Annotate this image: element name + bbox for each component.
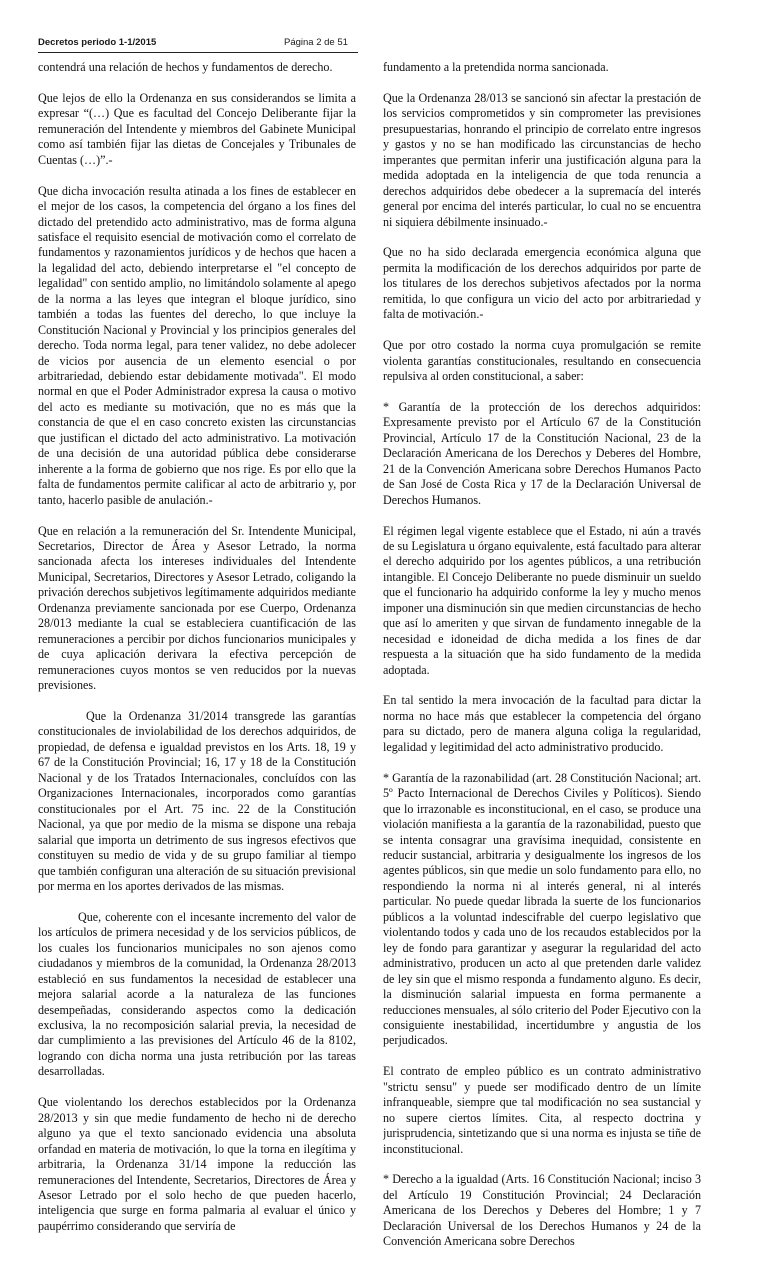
paragraph: * Derecho a la igualdad (Arts. 16 Constitución Nacional; inciso 3 del Artículo 19 Constitución Provincial; 24 Declaración Americana de los Derechos y Deberes del Hombre; 1 y 7 Declaración Universal de los Derechos Humanos y 24 de la Convención Americana sobre Derechos [383,1172,701,1249]
header-divider [38,52,358,53]
paragraph: * Garantía de la razonabilidad (art. 28 Constitución Nacional; art. 5º Pacto Internacional de Derechos Civiles y Políticos). Siendo que lo irrazonable es inconstitucional, en el caso, se produce una violación manifiesta a la garantía de la razonabilidad, puesto que se intenta consagrar una gravísima inequidad, consistente en reducir sustancial, arbitraria y desigualmente los ingresos de los agentes públicos, sin que medie un solo fundamento para ello, no respondiendo la norma ni al interés general, ni al interés particular. No puede quedar librada la suerte de los funcionarios públicos a la voluntad indescifrable del cuerpo legislativo que violentando todos y cada uno de los recaudos establecidos por la ley de fondo para garantizar y asegurar la regularidad del acto administrativo, producen un acto al que pretenden darle validez de ley sin que el mismo responda a fundamento alguno. Es decir, la disminución salarial impuesta en forma permanente a reducciones mensuales, al sólo criterio del Poder Ejecutivo con la consiguiente inestabilidad, incertidumbre y angustia de los perjudicados. [383,770,701,1048]
paragraph: Que lejos de ello la Ordenanza en sus considerandos se limita a expresar “(…) Que es facultad del Concejo Deliberante fijar la remuneración del Intendente y miembros del Gabinete Municipal como así también fijar las dietas de Concejales y Tribunales de Cuentas (…)”.- [38,90,356,167]
paragraph: Que violentando los derechos establecidos por la Ordenanza 28/2013 y sin que medie fundamento de hecho ni de derecho alguno ya que el texto sancionado evidencia una absoluta orfandad en materia de motivación, lo que la torna en ilegítima y arbitraria, la Ordenanza 31/14 impone la reducción las remuneraciones del Intendente, Secretarios, Directores de Área y Asesor Letrado por el solo hecho de que pueden hacerlo, inteligencia que surge en forma palmaria al evaluar el único y paupérrimo considerando que serviría de [38,1095,356,1233]
paragraph: Que, coherente con el incesante incremento del valor de los artículos de primera necesidad y de los servicios públicos, de los cuales los funcionarios municipales no son ajenos como ciudadanos y miembros de la comunidad, la Ordenanza 28/2013 estableció en sus fundamentos la necesidad de establecer una mejora salarial acorde a la naturaleza de las funciones desempeñadas, considerando aspectos como la dedicación exclusiva, la no recomposición salarial previa, la necesidad de dar cumplimiento a las previsiones del Artículo 46 de la 8102, logrando con dicha norma una justa retribución por las tareas desarrolladas. [38,909,356,1079]
paragraph: Que la Ordenanza 28/013 se sancionó sin afectar la prestación de los servicios comprometidos y sin comprometer las previsiones presupuestarias, honrando el principio de correlato entre ingresos y gastos y no se han modificado las circunstancias de hecho imperantes que permitan inferir una justificación alguna para la medida adoptada en la inteligencia de que toda renuncia a derechos adquiridos debe obedecer a la supremacía del interés general por encima del interés particular, lo cual no se encuentra ni siquiera débilmente insinuado.- [383,90,701,229]
paragraph: * Garantía de la protección de los derechos adquiridos: Expresamente previsto por el Artículo 67 de la Constitución Provincial, Artículo 17 de la Constitución Nacional, 23 de la Declaración Americana de los Derechos y Deberes del Hombre, 21 de la Convención Americana sobre Derechos Humanos Pacto de San José de Costa Rica y 17 de la Declaración Universal de Derechos Humanos. [383,399,701,507]
paragraph: contendrá una relación de hechos y fundamentos de derecho. [38,60,333,74]
paragraph: Que no ha sido declarada emergencia económica alguna que permita la modificación de los derechos adquiridos por parte de los titulares de los derechos subjetivos afectados por la norma remitida, lo que configura un vicio del acto por arbitrariedad y falta de motivación.- [383,245,701,322]
page-header [38,34,358,50]
page-number: Página 2 de 51 [284,37,348,48]
paragraph: El contrato de empleo público es un contrato administrativo "strictu sensu" y puede ser modificado dentro de un límite infranqueable, siempre que tal modificación no sea sustancial y no supere ciertos límites. Cita, al respecto doctrina y jurisprudencia, sintetizando que si una norma es injusta se tiñe de inconstitucional. [383,1064,701,1156]
paragraph: Que en relación a la remuneración del Sr. Intendente Municipal, Secretarios, Director de Área y Asesor Letrado, la norma sancionada afecta los intereses individuales del Intendente Municipal, Secretarios, Directores y Asesor Letrado, coligando la privación derechos subjetivos legítimamente adquiridos mediante Ordenanza previamente sancionada por ese Cuerpo, Ordenanza 28/013 mediante la cual se estableciera cuantificación de las remuneraciones a percibir por dichos funcionarios municipales y de cuya aplicación derivara la efectiva percepción de remuneraciones cuyos montos se ven reducidos por la nuevas previsiones. [38,523,356,693]
document-title: Decretos periodo 1-1/2015 [38,37,157,48]
right-text-column [383,60,701,1280]
paragraph: Que por otro costado la norma cuya promulgación se remite violenta garantías constitucionales, resultando en consecuencia repulsiva al orden constitucional, a saber: [383,338,701,384]
paragraph: El régimen legal vigente establece que el Estado, ni aún a través de su Legislatura u órgano equivalente, está facultado para alterar el derecho adquirido por los agentes públicos, a una retribución intangible. El Concejo Deliberante no puede disminuir un sueldo que el funcionario ha adquirido conforme la ley y mucho menos imponer una disminución sin que medien circunstancias de hecho que así lo ameriten y que sirvan de fundamento innegable de la necesidad e idoneidad de dicha medida a los fines de dar respuesta a la situación que ha sido fundamento de la medida adoptada. [383,523,701,677]
left-text-column [38,60,356,1280]
paragraph: Que la Ordenanza 31/2014 transgrede las garantías constitucionales de inviolabilidad de los derechos adquiridos, de propiedad, de defensa e igualdad previstos en los Arts. 18, 19 y 67 de la Constitución Provincial; 16, 17 y 18 de la Constitución Nacional y de los Tratados Internacionales, concluídos con las Organizaciones Internacionales, incorporados como garantías constitucionales por el Art. 75 inc. 22 de la Constitución Nacional, ya que por medio de la misma se dispone una rebaja salarial que importa un detrimento de sus ingresos efectivos que constituyen su medio de vida y de su grupo familiar al tiempo que también configuran una alteración de su situación previsional por merma en los aportes derivados de las mismas. [38,708,356,893]
paragraph: fundamento a la pretendida norma sancionada. [383,60,609,74]
paragraph: En tal sentido la mera invocación de la facultad para dictar la norma no hace más que establecer la competencia del órgano para su dictado, pero de manera alguna coliga la regularidad, legalidad y legitimidad del acto administrativo producido. [383,693,701,754]
paragraph: Que dicha invocación resulta atinada a los fines de establecer en el mejor de los casos, la competencia del órgano a los fines del dictado del pretendido acto administrativo, mas de forma alguna satisface el requisito esencial de motivación como el correlato de fundamentos y razonamientos jurídicos y de hechos que hacen a la legalidad del acto, debiendo interpretarse el "el concepto de legalidad" con sentido amplio, no limitándolo solamente al apego de la norma a las leyes que integran el bloque jurídico, sino también a todas las fuentes del derecho, lo que incluye la Constitución Nacional y Provincial y los principios generales del derecho. Toda norma legal, para tener validez, no debe adolecer de vicios por ausencia de un elemento esencial o por arbitrariedad, debiendo estar debidamente motivada". El modo normal en que el Poder Administrador expresa la causa o motivo del acto es mediante su motivación, que no es más que la constancia de que el en caso concreto existen las circunstancias que justifican el dictado del acto administrativo. La motivación de una decisión de una autoridad pública debe considerarse inherente a la forma de gobierno que nos rige. Es por ello que la falta de fundamentos permite calificar al acto de arbitrario y, por tanto, hacerlo pasible de anulación.- [38,183,356,507]
